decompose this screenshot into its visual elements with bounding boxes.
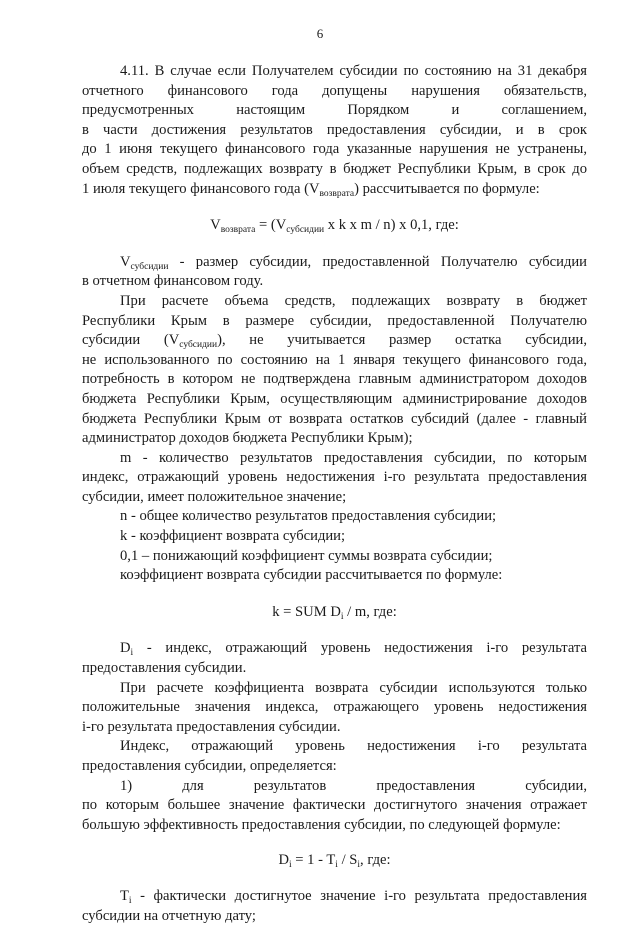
paragraph-line: бюджета Республики Крым от возврата остатков субсидий (далее - главный [82,410,587,427]
paragraph-line: предоставления субсидии, определяется: [82,758,337,774]
definition-coefficient: 0,1 – понижающий коэффициент суммы возврата субсидии; [120,547,493,564]
paragraph-line: Индекс, отражающий уровень недостижения i-го результата [120,738,587,755]
paragraph-line: $V_{субсидии}$ - размер субсидии, предоставленной Получателю субсидии [120,253,587,272]
definition-ti [82,887,587,926]
document-body [82,62,587,926]
definition-di [82,639,587,678]
paragraph-line: i-го результата предоставления субсидии. [82,718,341,735]
paragraph-line: не использованного по состоянию на 1 января текущего финансового года, [82,351,587,368]
paragraph-line: объем средств, подлежащих возврату в бюджет Республики Крым, в срок до [82,160,587,177]
definition-m [82,449,587,508]
paragraph-4-11 [82,62,587,199]
paragraph-line: При расчете объема средств, подлежащих возврату в бюджет [120,292,587,309]
formula-di: $D_i = 1 - T_i / S_i$, где: [278,852,391,871]
paragraph-line: Республики Крым в размере субсидии, предоставленной Получателю [82,312,587,329]
paragraph-index [82,737,587,776]
paragraph-line: потребность в котором не подтверждена главным администратором доходов [82,371,587,388]
paragraph-line: 1 июля текущего финансового года $(V_{возврата})$ рассчитывается по формуле: [82,180,540,199]
paragraph-line: $T_i$ - фактически достигнутое значение i-го результата предоставления [120,887,587,906]
list-item-1 [82,777,587,836]
paragraph-line: в отчетном финансовом году. [82,273,264,290]
paragraph-calculation [82,292,587,449]
paragraph-line: предоставления субсидии. [82,660,247,677]
definition-n: n - общее количество результатов предоставления субсидии; [120,508,497,525]
formula-k: k = SUM $D_i$ / m, где: [272,603,397,622]
definition-k: k - коэффициент возврата субсидии; [120,528,346,545]
paragraph-line: в части достижения результатов предоставления субсидии, и в срок [82,121,587,138]
paragraph-line: При расчете коэффициента возврата субсидии используются только [120,679,587,696]
paragraph-line: по которым большее значение фактически достигнутого значения отражает [82,797,587,814]
paragraph-line: администратор доходов бюджета Республики Крым); [82,430,413,447]
formula-v-return: $V_{возврата} = (V_{субсидии}$ x k x m / n) x 0,1, где: [210,217,459,236]
paragraph-line: до 1 июня текущего финансового года указанные нарушения не устранены, [82,141,587,158]
paragraph-line: предусмотренных настоящим Порядком и соглашением, [82,102,587,119]
paragraph-line: 1) для результатов предоставления субсидии, [120,777,587,794]
paragraph-line: отчетного финансового года допущены нарушения обязательств, [82,82,587,99]
paragraph-line: большую эффективность предоставления субсидии, по следующей формуле: [82,816,561,833]
paragraph-line: m - количество результатов предоставления субсидии, по которым [120,449,587,466]
paragraph-line: индекс, отражающий уровень недостижения i-го результата предоставления [82,469,587,486]
paragraph-positive-values [82,679,587,738]
paragraph-line: субсидии, имеет положительное значение; [82,488,347,505]
paragraph-line: субсидии на отчетную дату; [82,907,256,924]
page-number: 6 [316,26,324,41]
definition-v-subsidy [82,253,587,292]
paragraph-line: положительные значения индекса, отражающего уровень недостижения [82,699,587,716]
paragraph-line: бюджета Республики Крым, осуществляющим администрирование доходов [82,390,587,407]
paragraph-line: 4.11. В случае если Получателем субсидии по состоянию на 31 декабря [120,63,587,79]
paragraph-line: субсидии $(V_{субсидии})$, не учитывается размер остатка субсидии, [82,332,587,351]
paragraph-line: $D_i$ - индекс, отражающий уровень недостижения i-го результата [120,640,587,659]
k-formula-intro: коэффициент возврата субсидии рассчитывается по формуле: [120,567,503,584]
